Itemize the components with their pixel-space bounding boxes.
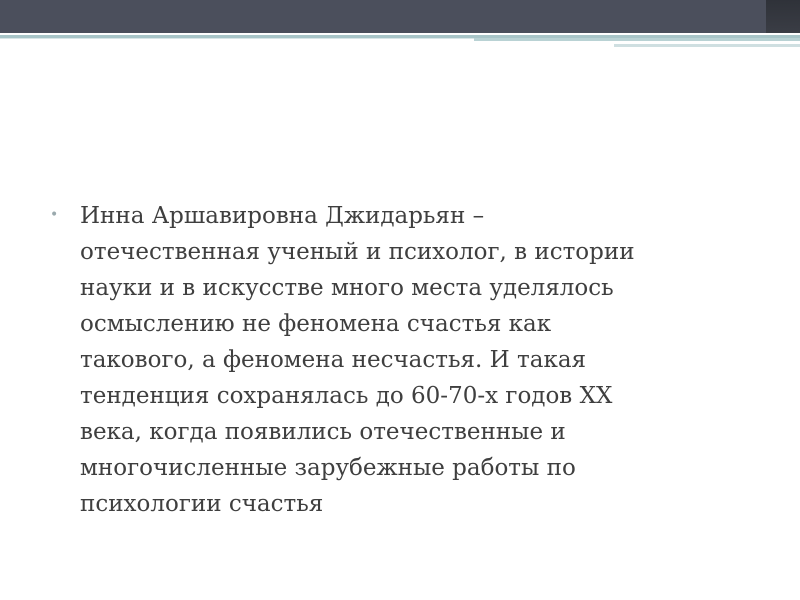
text-line: века, когда появились отечественные и bbox=[80, 419, 566, 445]
accent-line-left bbox=[0, 38, 474, 39]
text-line: осмыслению не феномена счастья как bbox=[80, 311, 552, 337]
header-bar bbox=[0, 0, 800, 33]
bullet-item bbox=[50, 198, 750, 522]
text-line: тенденция сохранялась до 60-70-х годов XX bbox=[80, 383, 613, 409]
text-line: многочисленные зарубежные работы по bbox=[80, 455, 576, 481]
text-line: такового, а феномена несчастья. И такая bbox=[80, 347, 587, 373]
accent-line-right-secondary bbox=[614, 44, 800, 47]
text-line: психологии счастья bbox=[80, 491, 324, 517]
accent-line-right bbox=[474, 38, 800, 41]
header-corner bbox=[766, 0, 800, 33]
text-line: отечественная ученый и психолог, в истории bbox=[80, 239, 635, 265]
text-line: Инна Аршавировна Джидарьян – bbox=[80, 203, 485, 229]
text-line: науки и в искусстве много места уделялось bbox=[80, 275, 614, 301]
slide-body bbox=[50, 198, 750, 522]
bullet-icon: • bbox=[50, 207, 59, 223]
bullet-text bbox=[66, 198, 750, 522]
